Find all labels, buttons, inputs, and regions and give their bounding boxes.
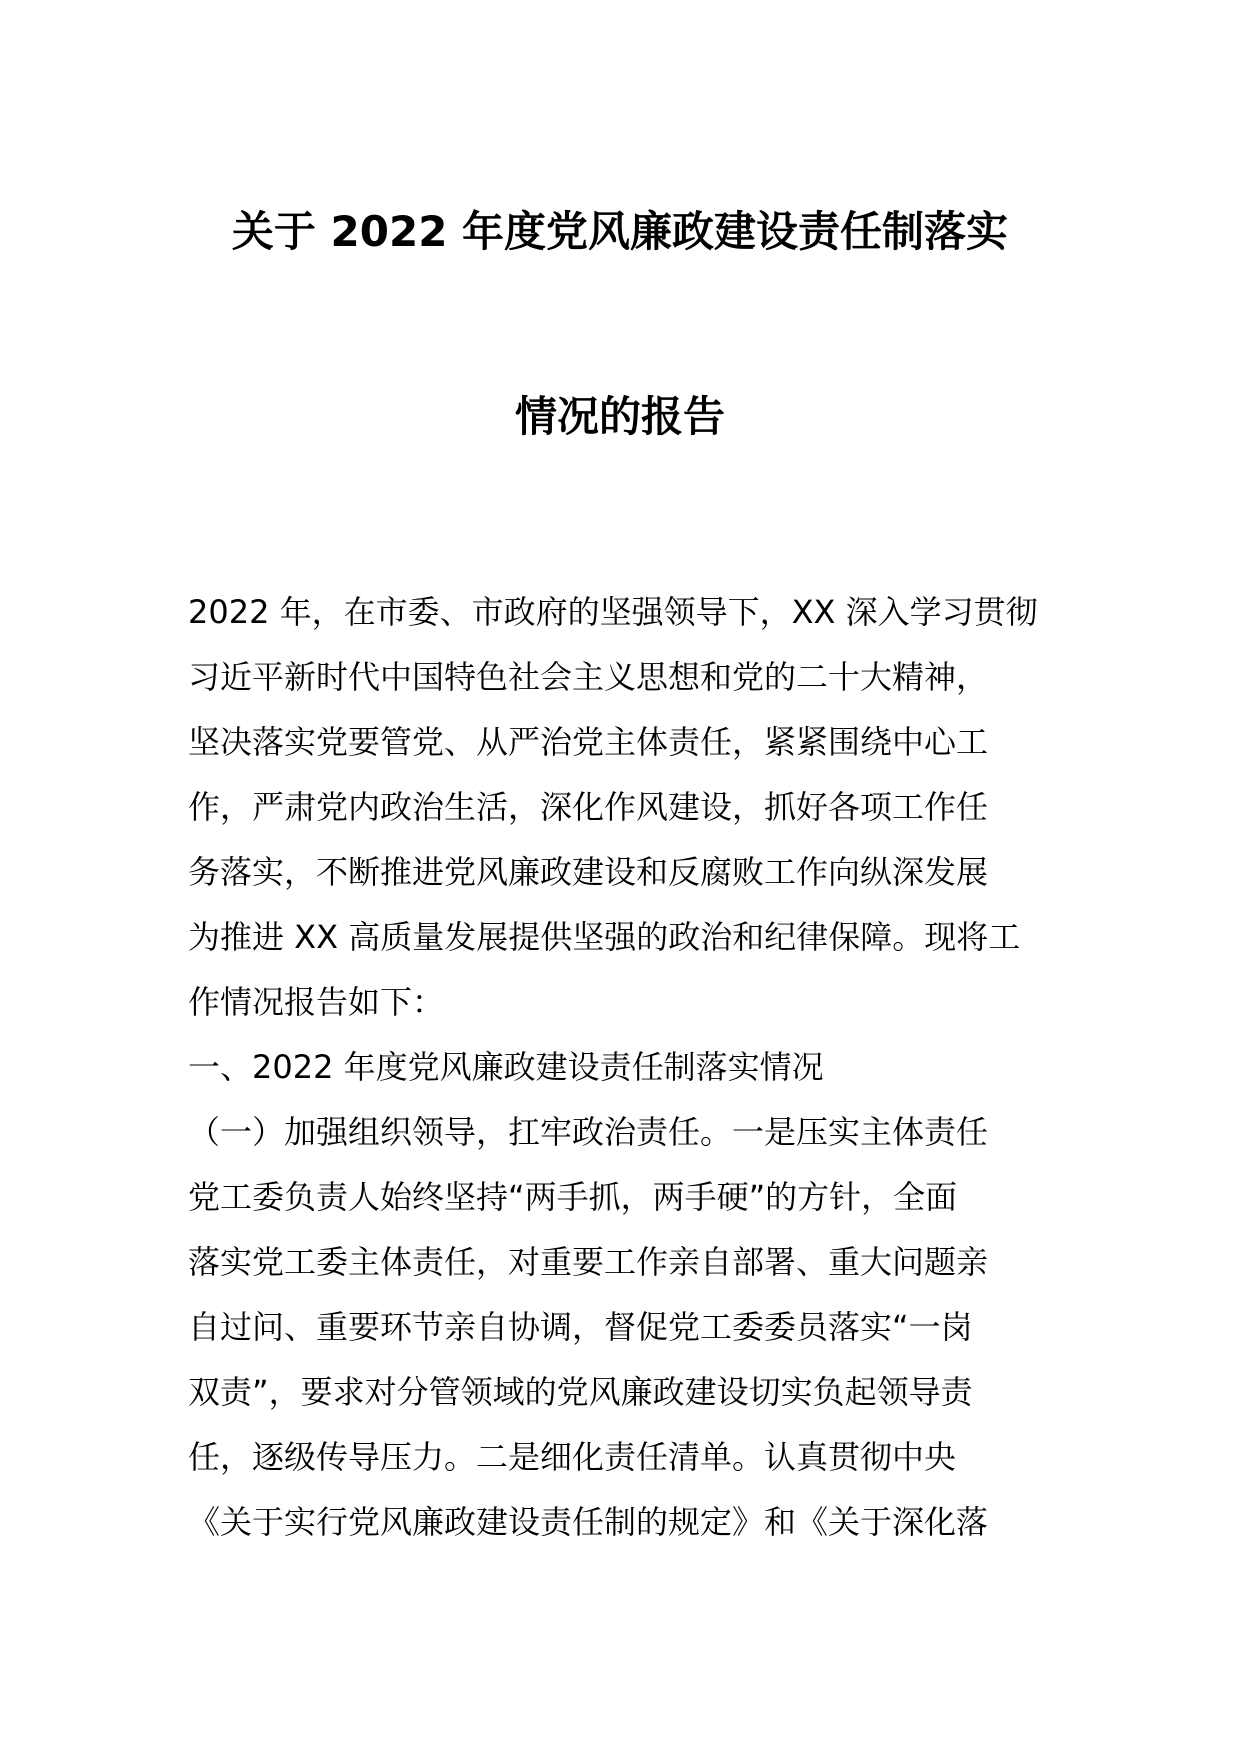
body-line: 任，逐级传导压力。二是细化责任清单。认真贯彻中央 xyxy=(188,1438,957,1476)
document-body xyxy=(188,580,1058,1555)
body-line: 为推进 XX 高质量发展提供坚强的政治和纪律保障。现将工 xyxy=(188,918,1021,956)
body-line: 落实党工委主体责任，对重要工作亲自部署、重大问题亲 xyxy=(188,1243,989,1281)
body-line: 坚决落实党要管党、从严治党主体责任，紧紧围绕中心工 xyxy=(188,723,989,761)
body-line: 务落实，不断推进党风廉政建设和反腐败工作向纵深发展 xyxy=(188,853,989,891)
body-line: 党工委负责人始终坚持“两手抓，两手硬”的方针，全面 xyxy=(188,1178,958,1216)
body-line: （一）加强组织领导，扛牢政治责任。一是压实主体责任 xyxy=(188,1113,989,1151)
body-line: 2022 年，在市委、市政府的坚强领导下，XX 深入学习贯彻 xyxy=(188,593,1038,631)
section-heading: 一、2022 年度党风廉政建设责任制落实情况 xyxy=(188,1048,824,1086)
document-title-line-2: 情况的报告 xyxy=(514,392,725,441)
body-line: 习近平新时代中国特色社会主义思想和党的二十大精神， xyxy=(188,658,989,696)
body-line: 作情况报告如下： xyxy=(188,983,445,1021)
body-line: 作，严肃党内政治生活，深化作风建设，抓好各项工作任 xyxy=(188,788,989,826)
document-title-line-1: 关于 2022 年度党风廉政建设责任制落实 xyxy=(231,207,1009,256)
body-line: 《关于实行党风廉政建设责任制的规定》和《关于深化落 xyxy=(188,1503,989,1541)
body-line: 自过问、重要环节亲自协调，督促党工委委员落实“一岗 xyxy=(188,1308,973,1346)
body-line: 双责”，要求对分管领域的党风廉政建设切实负起领导责 xyxy=(188,1373,973,1411)
